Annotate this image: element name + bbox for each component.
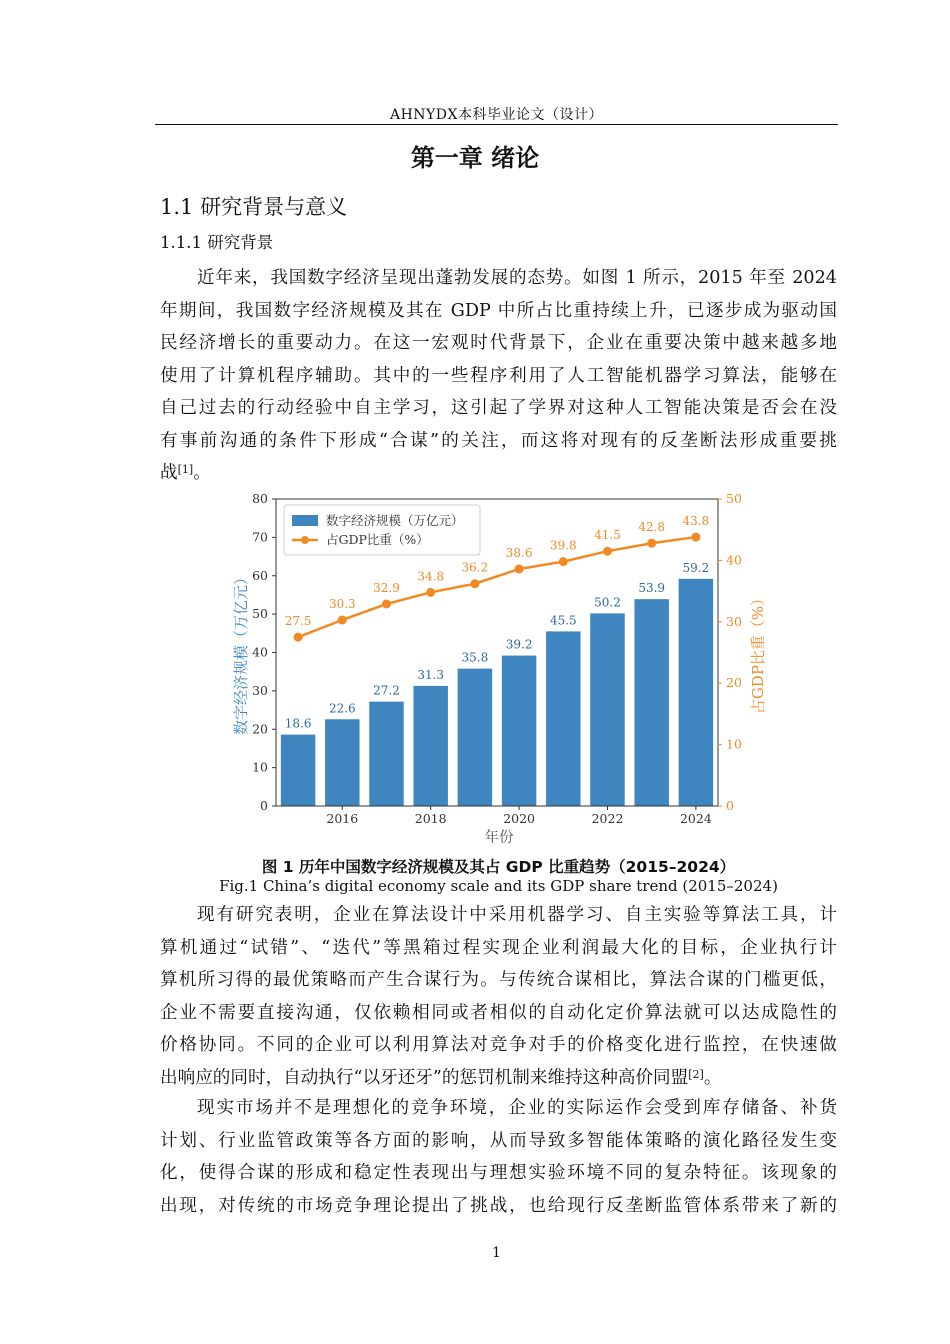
bar [634, 599, 668, 806]
left-tick-label: 60 [252, 567, 268, 583]
line-text: 战 [160, 463, 178, 483]
line-value-label: 32.9 [373, 580, 400, 595]
line-point [515, 564, 524, 573]
figure-caption-cn: 图 1 历年中国数字经济规模及其占 GDP 比重趋势（2015–2024） [261, 858, 736, 876]
line-value-label: 27.5 [284, 614, 312, 629]
bar-value-label: 31.3 [417, 667, 445, 682]
bar [458, 669, 492, 806]
citation-ref: [1] [177, 463, 194, 476]
line-point [294, 633, 303, 642]
line-point [338, 615, 347, 624]
subsection-heading: 1.1.1 研究背景 [160, 233, 274, 252]
x-axis-label: 年份 [484, 830, 514, 846]
line-text: 出响应的同时，自动执行“以牙还牙”的惩罚机制来维持这种高价同盟 [160, 1067, 689, 1088]
right-tick-label: 10 [726, 736, 742, 752]
bar-value-label: 50.2 [594, 595, 621, 610]
paragraph-line: 有事前沟通的条件下形成“合谋”的关注，而这将对现有的反垄断法形成重要挑 [160, 430, 837, 451]
right-tick-label: 0 [726, 798, 734, 813]
line-point [603, 547, 612, 556]
paragraph-line: 价格协同。不同的企业可以利用算法对竞争对手的价格变化进行监控，在快速做 [160, 1035, 837, 1055]
right-tick-label: 40 [726, 552, 742, 568]
bar [369, 702, 403, 806]
legend-bar-swatch [292, 515, 318, 526]
paragraph-line: 化，使得合谋的形成和稳定性表现出与理想实验环境不同的复杂特征。该现象的 [160, 1163, 837, 1183]
line-value-label: 34.8 [417, 569, 445, 584]
left-tick-label: 80 [252, 491, 268, 506]
line-value-label: 42.8 [638, 520, 666, 535]
left-tick-label: 10 [252, 759, 268, 775]
bar-value-label: 53.9 [638, 581, 666, 596]
bar [590, 613, 624, 806]
chart-svg [218, 486, 778, 851]
section-heading: 1.1 研究背景与意义 [160, 195, 348, 219]
line-point [382, 599, 391, 608]
left-tick-label: 50 [252, 606, 268, 622]
x-tick-label: 2018 [414, 811, 447, 826]
left-tick-label: 40 [252, 644, 268, 660]
bar [325, 719, 359, 806]
paragraph-1 [160, 262, 837, 490]
line-value-label: 38.6 [505, 545, 533, 560]
paragraph-line: 算机所习得的最优策略而产生合谋行为。与传统合谋相比，算法合谋的门槛更低， [160, 970, 837, 990]
bar [281, 735, 315, 806]
line-value-label: 39.8 [549, 538, 577, 553]
line-point [691, 533, 700, 542]
paragraph-line: 自己过去的行动经验中自主学习，这引起了学界对这种人工智能决策是否会在没 [160, 398, 837, 418]
left-tick-label: 70 [252, 529, 268, 545]
line-value-label: 43.8 [682, 514, 710, 529]
running-header: AHNYDX本科毕业论文（设计） [389, 107, 603, 123]
line-end: 。 [703, 1067, 722, 1088]
x-tick-label: 2016 [326, 811, 359, 826]
line-value-label: 41.5 [594, 528, 621, 543]
left-tick-label: 20 [252, 721, 268, 737]
paragraph-line [160, 457, 837, 490]
legend-line-label: 占GDP比重（%） [326, 532, 429, 547]
legend-line-marker [301, 536, 309, 544]
bar-value-label: 18.6 [284, 716, 312, 731]
y-right-axis-label: 占GDP比重（%） [749, 590, 767, 715]
line-end: 。 [193, 463, 211, 483]
paragraph-line: 年期间，我国数字经济规模及其在 GDP 中所占比重持续上升，已逐步成为驱动国 [160, 300, 837, 321]
bar-value-label: 59.2 [682, 560, 710, 575]
paragraph-2 [160, 899, 837, 1094]
bar-value-label: 39.2 [505, 637, 533, 652]
paragraph-line: 企业不需要直接沟通，仅依赖相同或者相似的自动化定价算法就可以达成隐性的 [160, 1002, 837, 1023]
paragraph-line: 现实市场并不是理想化的竞争环境，企业的实际运作会受到库存储备、补货 [197, 1098, 837, 1118]
figure-chart [218, 486, 778, 855]
paragraph-line: 使用了计算机程序辅助。其中的一些程序利用了人工智能机器学习算法，能够在 [160, 365, 837, 386]
bar-value-label: 35.8 [461, 650, 489, 665]
bar-value-label: 45.5 [549, 613, 577, 628]
citation-ref: [2] [688, 1067, 704, 1081]
right-tick-label: 30 [726, 613, 742, 629]
paragraph-line: 计划、行业监管政策等各方面的影响，从而导致多智能体策略的演化路径发生变 [160, 1130, 837, 1151]
paragraph-line: 近年来，我国数字经济呈现出蓬勃发展的态势。如图 1 所示，2015 年至 2024 [197, 268, 837, 288]
bar-value-label: 27.2 [373, 683, 400, 698]
page-number: 1 [492, 1245, 501, 1261]
paragraph-3 [160, 1092, 837, 1222]
left-tick-label: 30 [252, 682, 268, 698]
figure-caption-en: Fig.1 China’s digital economy scale and its GDP share trend (2015–2024) [219, 877, 778, 895]
line-value-label: 30.3 [328, 596, 356, 611]
y-left-axis-label: 数字经济规模（万亿元） [232, 569, 250, 736]
paragraph-line: 出现，对传统的市场竞争理论提出了挑战，也给现行反垄断监管体系带来了新的 [160, 1195, 837, 1216]
right-tick-label: 50 [726, 491, 742, 506]
bar [413, 686, 447, 806]
chapter-title: 第一章 绪论 [410, 144, 540, 172]
paragraph-line: 算机通过“试错”、“迭代”等黑箱过程实现企业利润最大化的目标，企业执行计 [160, 937, 837, 958]
bar [502, 656, 536, 806]
x-tick-label: 2024 [679, 811, 712, 826]
line-point [470, 579, 479, 588]
x-tick-label: 2022 [591, 811, 624, 826]
x-tick-label: 2020 [503, 811, 536, 826]
paragraph-line [160, 1062, 837, 1095]
line-point [559, 557, 568, 566]
bar-value-label: 22.6 [328, 701, 356, 716]
paragraph-line: 现有研究表明，企业在算法设计中采用机器学习、自主实验等算法工具，计 [197, 905, 837, 925]
left-tick-label: 0 [260, 798, 268, 813]
legend-bar-label: 数字经济规模（万亿元） [326, 513, 464, 528]
header-rule [155, 124, 838, 125]
paragraph-line: 民经济增长的重要动力。在这一宏观时代背景下，企业在重要决策中越来越多地 [160, 333, 837, 353]
line-value-label: 36.2 [461, 560, 489, 575]
line-point [426, 588, 435, 597]
line-point [647, 539, 656, 548]
bar [546, 631, 580, 806]
right-tick-label: 20 [726, 675, 742, 691]
bar [679, 579, 713, 806]
